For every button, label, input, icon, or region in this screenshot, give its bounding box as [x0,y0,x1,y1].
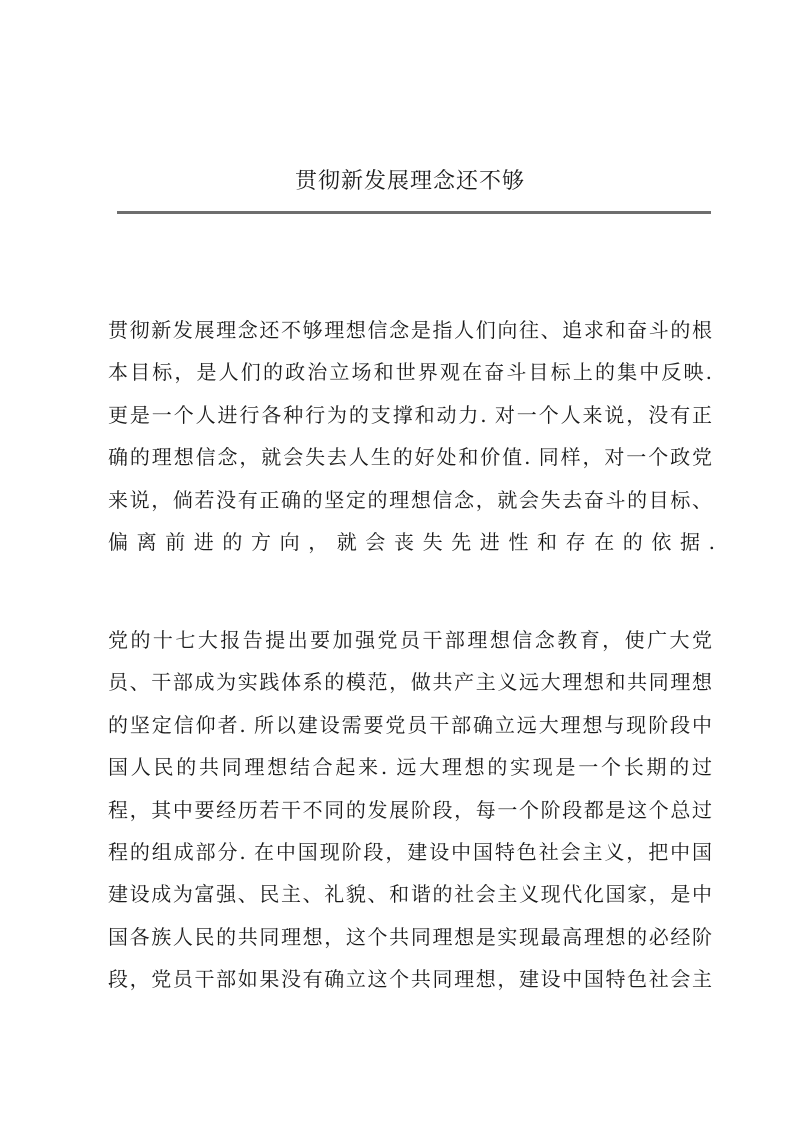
text-line: 国各族人民的共同理想，这个共同理想是实现最高理想的必经阶 [108,924,712,949]
text-line: 党的十七大报告提出要加强党员干部理想信念教育，使广大党 [108,628,712,652]
text-line: 本目标，是人们的政治立场和世界观在奋斗目标上的集中反映. [108,360,712,385]
text-line: 国人民的共同理想结合起来. 远大理想的实现是一个长期的过 [108,755,712,780]
text-line: 贯彻新发展理念还不够理想信念是指人们向往、追求和奋斗的根 [108,318,712,342]
text-line: 程的组成部分. 在中国现阶段，建设中国特色社会主义，把中国 [108,839,712,864]
paragraph-1 [108,309,724,563]
text-line: 建设成为富强、民主、礼貌、和谐的社会主义现代化国家，是中 [108,882,712,907]
text-line: 更是一个人进行各种行为的支撑和动力. 对一个人来说，没有正 [108,402,712,427]
text-line: 的坚定信仰者. 所以建设需要党员干部确立远大理想与现阶段中 [108,712,712,737]
text-line: 段，党员干部如果没有确立这个共同理想，建设中国特色社会主 [108,967,712,992]
text-line: 确的理想信念，就会失去人生的好处和价值. 同样，对一个政党 [108,445,712,470]
text-line: 程，其中要经历若干不同的发展阶段，每一个阶段都是这个总过 [108,797,712,822]
text-line: 偏离前进的方向，就会丧失先进性和存在的依据. [108,529,724,554]
text-line: 来说，倘若没有正确的坚定的理想信念，就会失去奋斗的目标、 [108,487,712,512]
paragraph-2 [108,619,712,1001]
text-line: 员、干部成为实践体系的模范，做共产主义远大理想和共同理想 [108,670,712,695]
title-divider [117,211,711,214]
document-title: 贯彻新发展理念还不够 [294,169,525,194]
